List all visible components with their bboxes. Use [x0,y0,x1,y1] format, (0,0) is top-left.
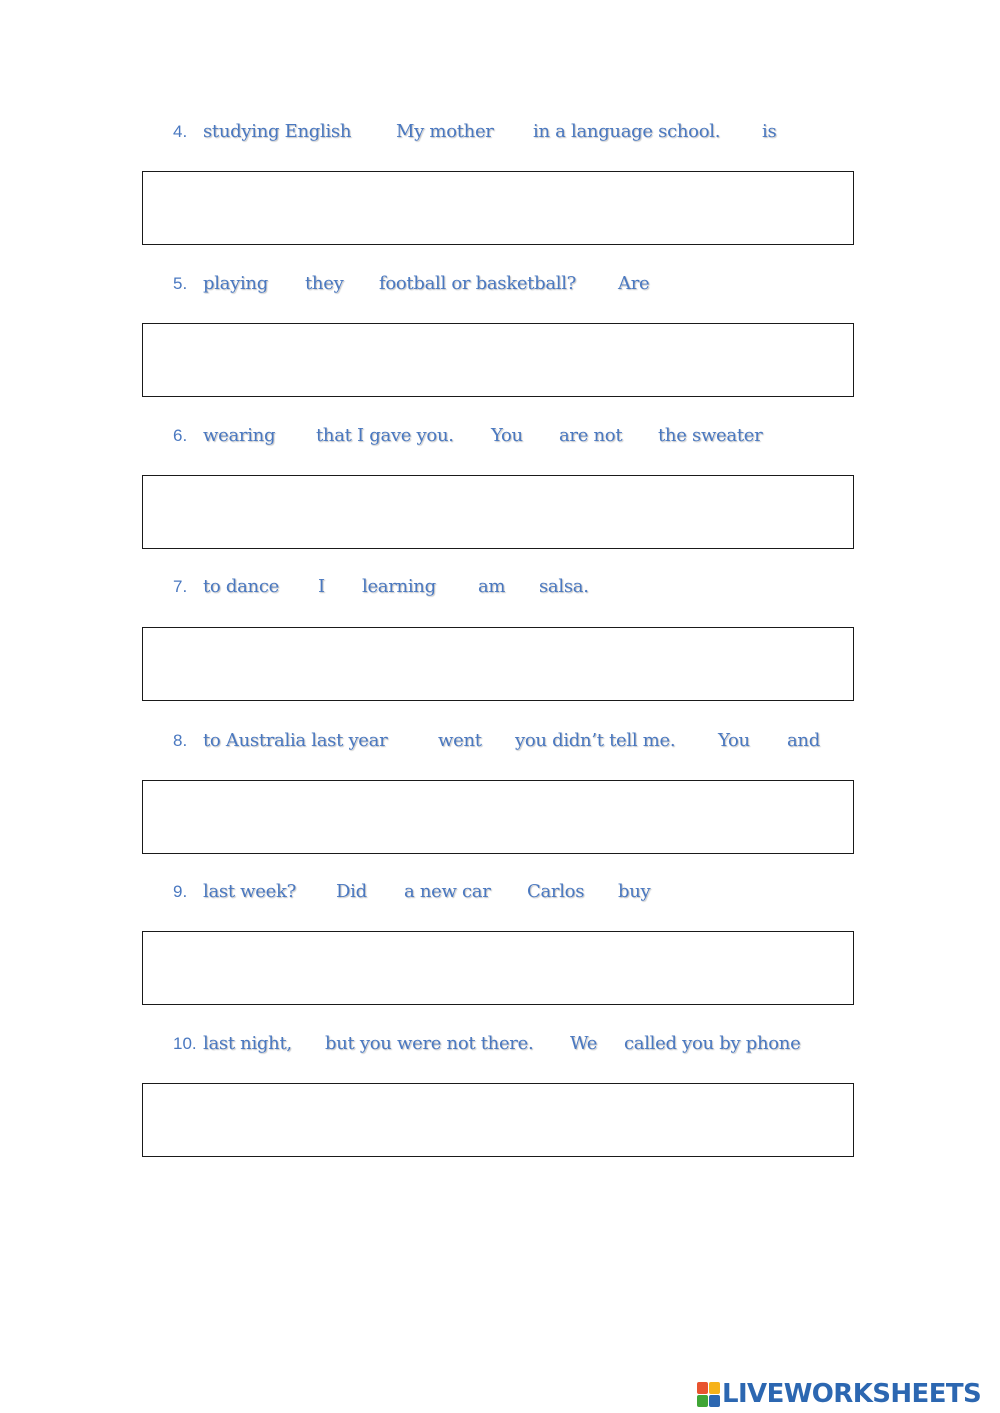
logo-square [709,1382,720,1394]
word-fragment[interactable]: they [305,273,344,294]
question-9 [0,877,1000,907]
word-fragment[interactable]: playing [203,273,268,294]
word-fragment[interactable]: Did [336,881,367,902]
word-fragment[interactable]: last week? [203,881,296,902]
logo-square [697,1395,708,1407]
word-fragment[interactable]: salsa. [539,576,589,597]
word-fragment[interactable]: but you were not there. [325,1033,534,1054]
word-fragment[interactable]: am [478,576,506,597]
question-number: 5. [173,274,188,293]
word-fragment[interactable]: My mother [396,121,494,142]
answer-box-4[interactable] [142,171,854,245]
answer-box-10[interactable] [142,1083,854,1157]
question-8 [0,726,1000,756]
question-number: 9. [173,882,188,901]
question-5 [0,269,1000,299]
word-fragment[interactable]: studying English [203,121,352,142]
word-fragment[interactable]: the sweater [658,425,763,446]
word-fragment[interactable]: wearing [203,425,276,446]
word-fragment[interactable]: is [762,121,777,142]
question-4 [0,117,1000,147]
answer-box-7[interactable] [142,627,854,701]
question-number: 10. [173,1034,197,1053]
liveworksheets-logo-icon [697,1382,719,1406]
word-fragment[interactable]: you didn’t tell me. [515,730,676,751]
word-fragment[interactable]: to dance [203,576,279,597]
word-fragment[interactable]: a new car [404,881,491,902]
question-number: 4. [173,122,188,141]
answer-box-9[interactable] [142,931,854,1005]
word-fragment[interactable]: You [491,425,523,446]
word-fragment[interactable]: last night, [203,1033,292,1054]
word-fragment[interactable]: Carlos [527,881,585,902]
question-number: 6. [173,426,188,445]
word-fragment[interactable]: are not [559,425,623,446]
word-fragment[interactable]: that I gave you. [316,425,454,446]
answer-box-6[interactable] [142,475,854,549]
word-fragment[interactable]: We [570,1033,598,1054]
word-fragment[interactable]: I [318,576,325,597]
question-6 [0,421,1000,451]
word-fragment[interactable]: and [787,730,820,751]
word-fragment[interactable]: in a language school. [533,121,721,142]
question-7 [0,572,1000,602]
liveworksheets-logo [697,1378,997,1410]
word-fragment[interactable]: called you by phone [624,1033,801,1054]
answer-box-5[interactable] [142,323,854,397]
word-fragment[interactable]: learning [362,576,436,597]
logo-square [697,1382,708,1394]
word-fragment[interactable]: football or basketball? [379,273,577,294]
word-fragment[interactable]: buy [618,881,651,902]
word-fragment[interactable]: to Australia last year [203,730,388,751]
logo-text: LIVEWORKSHEETS [722,1379,982,1409]
question-number: 7. [173,577,188,596]
question-10 [0,1029,1000,1059]
word-fragment[interactable]: You [718,730,750,751]
logo-square [709,1395,720,1407]
question-number: 8. [173,731,188,750]
word-fragment[interactable]: Are [618,273,650,294]
answer-box-8[interactable] [142,780,854,854]
word-fragment[interactable]: went [438,730,482,751]
